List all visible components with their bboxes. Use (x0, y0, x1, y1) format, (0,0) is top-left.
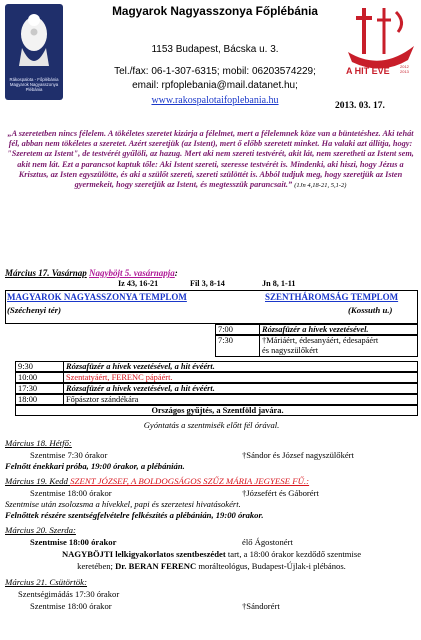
left-church-name: MAGYAROK NAGYASSZONYA TEMPLOM (7, 292, 187, 302)
mass-intention: †Sándor és József nagyszülőkért (242, 450, 354, 460)
parish-address: 1153 Budapest, Bácska u. 3. (151, 44, 279, 55)
left-church-place: (Széchenyi tér) (7, 305, 61, 315)
mass-intention: élő Ágostonért (242, 537, 293, 547)
day-heading: Március 18. Hétfő: (5, 438, 72, 448)
mass-time: Szentmise 18:00 órakor (30, 537, 117, 547)
year-of-faith-years: 2012 2013 (400, 64, 409, 74)
parish-phone: Tel./fax: 06-1-307-6315; mobil: 06203574229; (114, 66, 316, 77)
mass-time: Szentmise 18:00 órakor (30, 601, 112, 611)
right-schedule-row: 7:00 Rózsafüzér a hívek vezetésével. (5, 324, 418, 335)
mass-time: Szentmise 7:30 órakor (30, 450, 108, 460)
sunday-heading: Március 17. Vasárnap Nagyböjt 5. vasárnapja: (5, 268, 178, 278)
scripture-quote (4, 129, 417, 191)
schedule-row: 9:30 Rózsafüzér a hívek vezetésével, a hit évéért. (5, 361, 418, 372)
retreat-note: NAGYBÖJTI lelkigyakorlatos szentbeszédet tart, a 18:00 órakor kezdődő szentmise (61, 549, 362, 559)
year-of-faith-logo (344, 2, 418, 86)
reading-2: Fil 3, 8-14 (190, 279, 225, 288)
mass-intention: †Sándorért (242, 601, 280, 611)
collection-row: Országos gyűjtés, a Szentföld javára. (5, 405, 418, 416)
schedule-row: 17:30 Rózsafüzér a hívek vezetésével, a hit évéért. (5, 383, 418, 394)
right-church-place: (Kossuth u.) (348, 305, 393, 315)
reading-3: Jn 8, 1-11 (262, 279, 296, 288)
day-note: Felnőttek részére szentségfelvételre felkészítés a plébánián, 19:00 órakor. (5, 510, 264, 520)
sunday-date: Március 17. Vasárnap (5, 268, 87, 278)
quote-text: „A szeretetben nincs félelem. A tökéletes szeretet kizárja a félelmet, mert a félelemnek köze van a büntetéshez. Aki tehát fél, abban nem tökéletes a szeretet. Azért szeretjük (az Istent), mert ő előbb szeretett minket. Ha valaki azt állítja, hogy: "Szeretem az Istent", de testvérét gyűlöli, az hazug. Mert aki nem szereti testvérét, akit lát, nem szeretheti az Istent sem, akit nem lát. Ezt a parancsot kaptuk tőle: Aki Istent szereti, szeresse testvérét is. Mindenki, aki hiszi, hogy Jézus a Krisztus, az Isten egyszülötte, és aki a szülőt szereti, szereti szülöttét is. Abból tudjuk meg, hogy szeretjük az Isten gyermekeit, hogy szeretjük az Istent, és megtesszük parancsait.” (7, 129, 414, 190)
day-heading: Március 20. Szerda: (5, 525, 76, 535)
schedule-row: 10:00 Szentatyáért, FERENC pápáért. (5, 372, 418, 383)
mass-time: Szentmise 18:00 órakor (30, 488, 112, 498)
reading-1: Iz 43, 16-21 (118, 279, 159, 288)
confession-note: Gyóntatás a szentmisék előtt fél órával. (143, 420, 280, 430)
right-schedule-row: 7:30 †Máriáért, édesanyáért, édesapáért és nagyszülőkért (5, 335, 418, 357)
day-note: Felnőtt énekkari próba, 19:00 órakor, a plébánián. (5, 461, 185, 471)
day-heading: Március 21. Csütörtök: (5, 577, 88, 587)
retreat-note: keretében; Dr. BERAN FERENC morálteológus, Budapest-Újlak-i plébános. (77, 561, 346, 571)
parish-logo (5, 4, 63, 100)
quote-reference: (1Jn 4,18-21, 5,1-2) (294, 182, 347, 190)
parish-title: Magyarok Nagyasszonya Főplébánia (112, 4, 318, 18)
right-church-name: SZENTHÁROMSÁG TEMPLOM (265, 292, 399, 302)
schedule-row: 18:00 Főpásztor szándékára (5, 394, 418, 405)
year-of-faith-text: A HIT ÉVE (346, 66, 390, 76)
day-note: Szentmise után zsolozsma a hívekkel, papi és szerzetesi hivatásokért. (5, 499, 241, 509)
adoration-time: Szentségimádás 17:30 órakor (18, 589, 120, 599)
day-heading: Március 19. Kedd SZENT JÓZSEF, A BOLDOGSÁGOS SZŰZ MÁRIA JEGYESE FŰ.: (5, 476, 310, 486)
sunday-name: Nagyböjt 5. vasárnapja (89, 268, 175, 278)
parish-email: email: rpfoplebania@mail.datanet.hu; (132, 80, 298, 91)
logo-caption: Rákospalota - Főplébánia Magyarok Nagyasszonya Plébánia (9, 77, 59, 92)
parish-website-link[interactable]: www.rakospalotaifoplebania.hu (151, 95, 279, 106)
mass-intention: †Józsefért és Gáborért (242, 488, 319, 498)
bulletin-date: 2013. 03. 17. (335, 101, 385, 111)
